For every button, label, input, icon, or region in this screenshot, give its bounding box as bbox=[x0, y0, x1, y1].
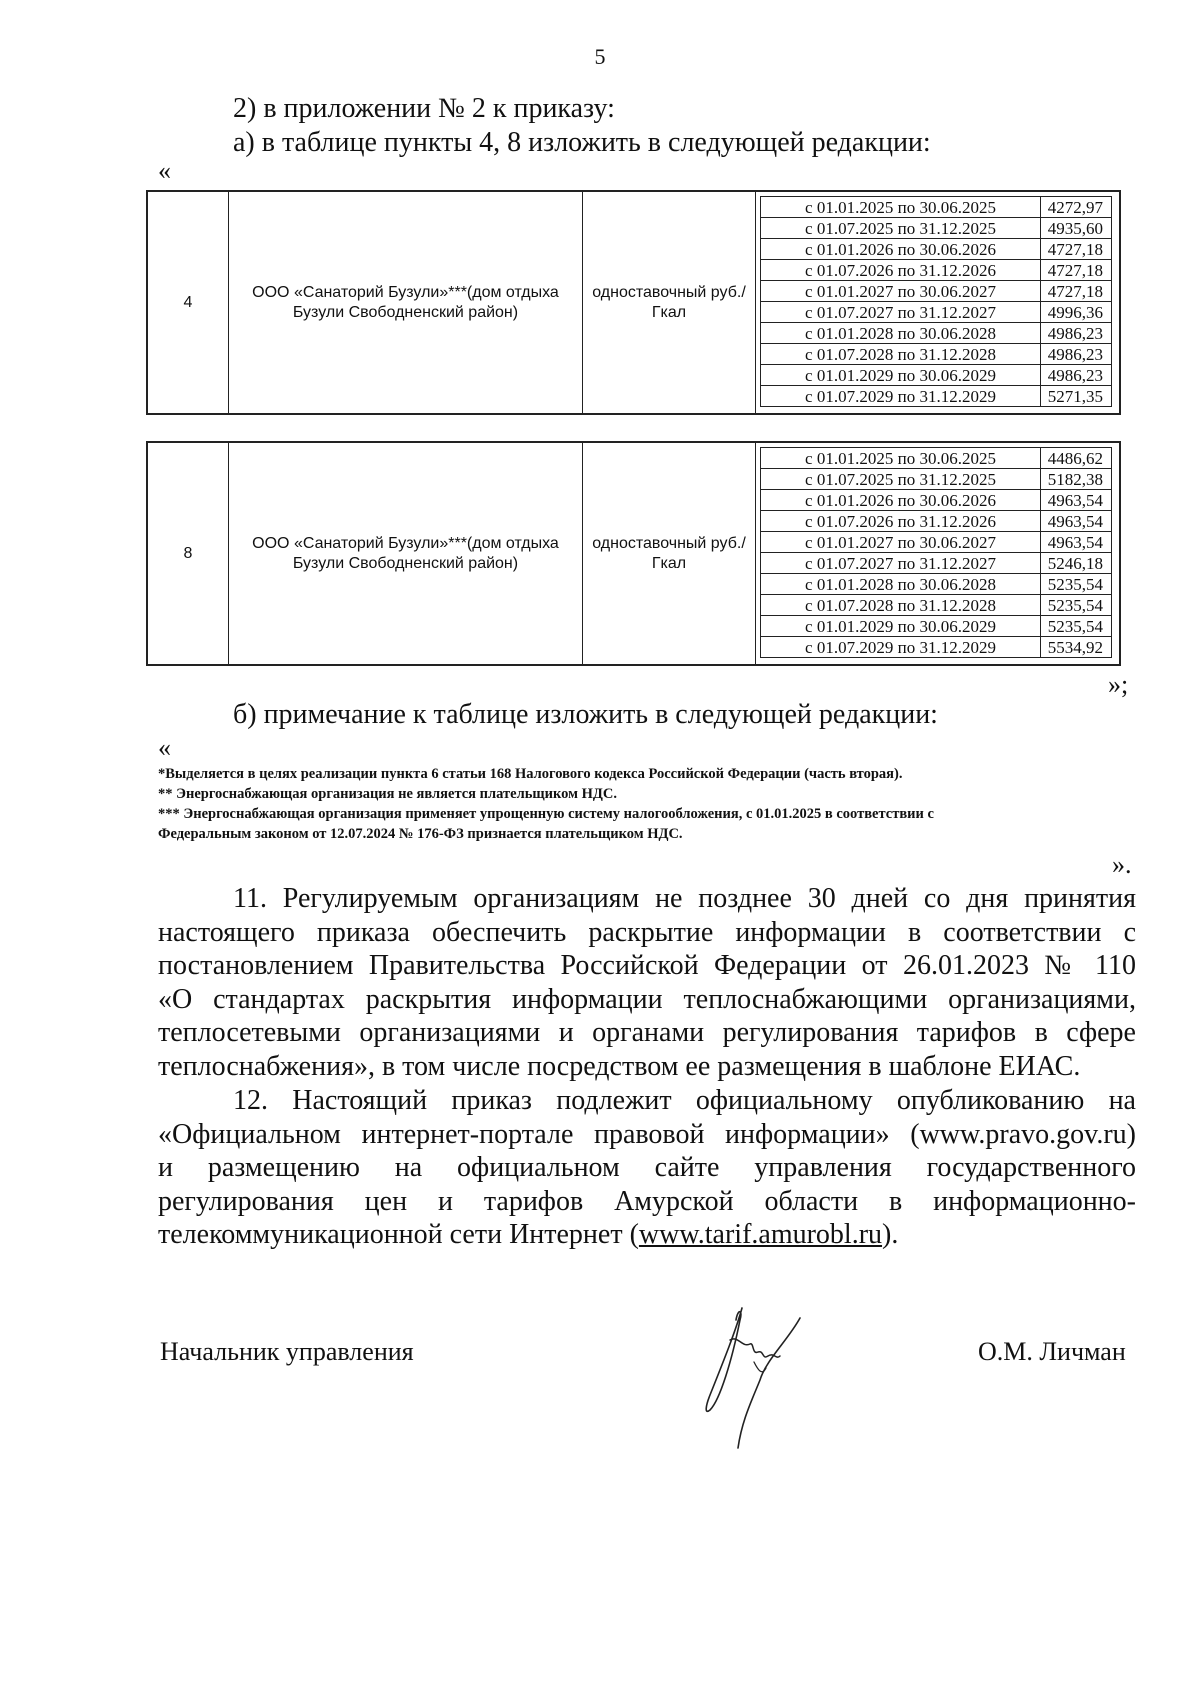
table-row bbox=[761, 469, 1112, 490]
price-cell: 4986,23 bbox=[1041, 344, 1112, 365]
period-cell: с 01.07.2029 по 31.12.2029 bbox=[761, 386, 1041, 407]
signature-position: Начальник управления bbox=[160, 1337, 414, 1366]
period-cell: с 01.01.2027 по 30.06.2027 bbox=[761, 281, 1041, 302]
table-row bbox=[761, 637, 1112, 658]
tarif-website-link[interactable]: www.tarif.amurobl.ru bbox=[638, 1219, 883, 1251]
table-row bbox=[761, 532, 1112, 553]
period-cell: с 01.01.2026 по 30.06.2026 bbox=[761, 239, 1041, 260]
period-cell: с 01.07.2029 по 31.12.2029 bbox=[761, 637, 1041, 658]
note-line: ** Энергоснабжающая организация не является плательщиком НДС. bbox=[158, 786, 617, 802]
paragraph-line: регулирования цен и тарифов Амурской области в информационно- bbox=[158, 1185, 1136, 1217]
page-number: 5 bbox=[594, 44, 606, 69]
table-row bbox=[761, 239, 1112, 260]
organization-cell: ООО «Санаторий Бузули»***(дом отдыха Бузули Свободненский район) bbox=[229, 442, 583, 665]
subsection-heading-a: а) в таблице пункты 4, 8 изложить в следующей редакции: bbox=[233, 127, 931, 158]
period-cell: с 01.01.2027 по 30.06.2027 bbox=[761, 532, 1041, 553]
period-cell: с 01.01.2028 по 30.06.2028 bbox=[761, 323, 1041, 344]
table-row bbox=[761, 218, 1112, 239]
paragraph-line: 12. Настоящий приказ подлежит официальному опубликованию на bbox=[233, 1085, 1136, 1116]
paragraph-11 bbox=[158, 882, 1136, 1084]
signature-name: О.М. Личман bbox=[978, 1337, 1126, 1366]
table-row bbox=[761, 574, 1112, 595]
period-cell: с 01.01.2028 по 30.06.2028 bbox=[761, 574, 1041, 595]
paragraph-line: и размещению на официальном сайте управления государственного bbox=[158, 1152, 1136, 1184]
price-cell: 5235,54 bbox=[1041, 574, 1112, 595]
notes-block bbox=[158, 764, 1118, 844]
price-cell: 4963,54 bbox=[1041, 511, 1112, 532]
price-cell: 5271,35 bbox=[1041, 386, 1112, 407]
table-row bbox=[761, 595, 1112, 616]
table-row bbox=[761, 616, 1112, 637]
price-cell: 4272,97 bbox=[1041, 197, 1112, 218]
paragraph-line: теплоснабжения», в том числе посредством ее размещения в шаблоне ЕИАС. bbox=[158, 1050, 1081, 1082]
paragraph-line: «О стандартах раскрытия информации теплоснабжающими организациями, bbox=[158, 983, 1136, 1015]
table-row bbox=[761, 448, 1112, 469]
paragraph-line bbox=[158, 1218, 1136, 1252]
paragraph-12 bbox=[158, 1084, 1136, 1252]
period-cell: с 01.01.2029 по 30.06.2029 bbox=[761, 365, 1041, 386]
period-cell: с 01.01.2026 по 30.06.2026 bbox=[761, 490, 1041, 511]
table-row bbox=[761, 386, 1112, 407]
price-cell: 4996,36 bbox=[1041, 302, 1112, 323]
price-cell: 4986,23 bbox=[1041, 323, 1112, 344]
period-cell: с 01.07.2028 по 31.12.2028 bbox=[761, 344, 1041, 365]
price-cell: 4963,54 bbox=[1041, 532, 1112, 553]
paragraph-line: 11. Регулируемым организациям не позднее 30 дней со дня принятия bbox=[233, 883, 1136, 914]
period-cell: с 01.07.2027 по 31.12.2027 bbox=[761, 302, 1041, 323]
paragraph-line: «Официальном интернет-портале правовой информации» (www.pravo.gov.ru) bbox=[158, 1118, 1136, 1150]
paragraph-text: телекоммуникационной сети Интернет ( bbox=[158, 1219, 639, 1251]
tariff-table-item-4 bbox=[146, 190, 1121, 415]
note-line: *** Энергоснабжающая организация применяет упрощенную систему налогообложения, с 01.01.2025 в соответствии с bbox=[158, 806, 934, 822]
paragraph-line: настоящего приказа обеспечить раскрытие информации в соответствии с bbox=[158, 916, 1136, 948]
open-quote-table: « bbox=[158, 156, 171, 185]
period-cell: с 01.07.2026 по 31.12.2026 bbox=[761, 260, 1041, 281]
price-cell: 4727,18 bbox=[1041, 281, 1112, 302]
period-cell: с 01.07.2028 по 31.12.2028 bbox=[761, 595, 1041, 616]
paragraph-text: ). bbox=[882, 1219, 899, 1251]
period-cell: с 01.07.2027 по 31.12.2027 bbox=[761, 553, 1041, 574]
table-item-number: 4 bbox=[147, 191, 229, 414]
close-quote-notes: ». bbox=[1112, 850, 1132, 879]
price-cell: 5182,38 bbox=[1041, 469, 1112, 490]
periods-subtable bbox=[760, 447, 1112, 658]
periods-cell bbox=[756, 442, 1121, 665]
table-row bbox=[761, 553, 1112, 574]
tariff-table-item-8 bbox=[146, 441, 1121, 666]
periods-cell bbox=[756, 191, 1121, 414]
period-cell: с 01.07.2025 по 31.12.2025 bbox=[761, 469, 1041, 490]
period-cell: с 01.01.2025 по 30.06.2025 bbox=[761, 197, 1041, 218]
open-quote-notes: « bbox=[158, 733, 171, 762]
price-cell: 4935,60 bbox=[1041, 218, 1112, 239]
table-row bbox=[761, 281, 1112, 302]
tariff-type-cell: одноставочный руб./Гкал bbox=[583, 442, 756, 665]
price-cell: 4727,18 bbox=[1041, 260, 1112, 281]
periods-subtable bbox=[760, 196, 1112, 407]
table-item-number: 8 bbox=[147, 442, 229, 665]
price-cell: 4986,23 bbox=[1041, 365, 1112, 386]
price-cell: 5235,54 bbox=[1041, 595, 1112, 616]
period-cell: с 01.01.2025 по 30.06.2025 bbox=[761, 448, 1041, 469]
organization-cell: ООО «Санаторий Бузули»***(дом отдыха Бузули Свободненский район) bbox=[229, 191, 583, 414]
subsection-heading-b: б) примечание к таблице изложить в следующей редакции: bbox=[233, 699, 938, 730]
period-cell: с 01.07.2025 по 31.12.2025 bbox=[761, 218, 1041, 239]
handwritten-signature bbox=[680, 1300, 860, 1460]
table-row bbox=[761, 511, 1112, 532]
price-cell: 5534,92 bbox=[1041, 637, 1112, 658]
paragraph-line: теплосетевыми организациями и органами регулирования тарифов в сфере bbox=[158, 1017, 1136, 1049]
price-cell: 5235,54 bbox=[1041, 616, 1112, 637]
table-row bbox=[761, 344, 1112, 365]
table-row bbox=[761, 365, 1112, 386]
period-cell: с 01.07.2026 по 31.12.2026 bbox=[761, 511, 1041, 532]
table-row bbox=[761, 197, 1112, 218]
price-cell: 4486,62 bbox=[1041, 448, 1112, 469]
note-line: *Выделяется в целях реализации пункта 6 статьи 168 Налогового кодекса Российской Федерации (часть вторая). bbox=[158, 766, 903, 782]
table-row bbox=[761, 490, 1112, 511]
price-cell: 4963,54 bbox=[1041, 490, 1112, 511]
table-row bbox=[761, 260, 1112, 281]
table-row bbox=[761, 302, 1112, 323]
table-row bbox=[761, 323, 1112, 344]
tariff-type-cell: одноставочный руб./Гкал bbox=[583, 191, 756, 414]
paragraph-line: постановлением Правительства Российской Федерации от 26.01.2023 № 110 bbox=[158, 950, 1136, 982]
note-line: Федеральным законом от 12.07.2024 № 176-ФЗ признается плательщиком НДС. bbox=[158, 826, 683, 842]
section-heading-2: 2) в приложении № 2 к приказу: bbox=[233, 93, 615, 124]
price-cell: 5246,18 bbox=[1041, 553, 1112, 574]
price-cell: 4727,18 bbox=[1041, 239, 1112, 260]
close-quote-table: »; bbox=[1108, 670, 1129, 699]
period-cell: с 01.01.2029 по 30.06.2029 bbox=[761, 616, 1041, 637]
